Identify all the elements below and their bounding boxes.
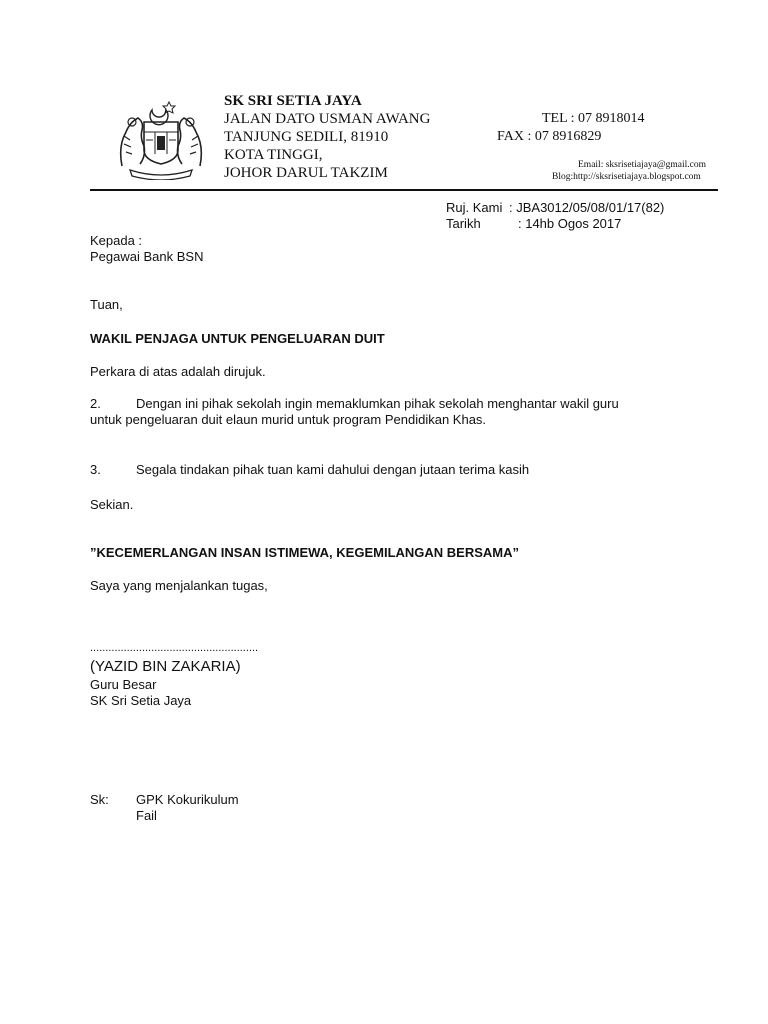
email: Email: sksrisetiajaya@gmail.com xyxy=(578,160,706,170)
kepada-label: Kepada : xyxy=(90,233,143,248)
recipient-name: Pegawai Bank BSN xyxy=(90,249,204,264)
tarikh-value: : 14hb Ogos 2017 xyxy=(518,216,622,231)
signatory-name: (YAZID BIN ZAKARIA) xyxy=(90,658,241,675)
signatory-school: SK Sri Setia Jaya xyxy=(90,693,192,708)
paragraph-2-line-2: untuk pengeluaran duit elaun murid untuk program Pendidikan Khas. xyxy=(90,412,487,427)
telephone: TEL : 07 8918014 xyxy=(542,111,645,126)
school-motto: ”KECEMERLANGAN INSAN ISTIMEWA, KEGEMILANGAN BERSAMA” xyxy=(90,545,520,560)
paragraph-3-text: Segala tindakan pihak tuan kami dahului dengan jutaan terima kasih xyxy=(136,462,530,477)
address-line-4: JOHOR DARUL TAKZIM xyxy=(224,165,388,181)
cc-label: Sk: xyxy=(90,792,109,807)
fax: FAX : 07 8916829 xyxy=(497,129,602,144)
paragraph-2-number: 2. xyxy=(90,396,101,411)
intro-paragraph: Perkara di atas adalah dirujuk. xyxy=(90,364,266,379)
cc-item: GPK Kokurikulum xyxy=(136,792,239,807)
closing: Sekian. xyxy=(90,497,134,512)
signature-line: ....................................................... xyxy=(90,642,259,654)
malaysia-coat-of-arms-icon xyxy=(112,96,210,180)
ruj-label: Ruj. Kami xyxy=(446,200,503,215)
paragraph-3-number: 3. xyxy=(90,462,101,477)
tarikh-label: Tarikh xyxy=(446,216,481,231)
salutation: Tuan, xyxy=(90,297,123,312)
ruj-value: : JBA3012/05/08/01/17(82) xyxy=(509,200,665,215)
school-name: SK SRI SETIA JAYA xyxy=(224,93,362,109)
address-line-1: JALAN DATO USMAN AWANG xyxy=(224,111,431,127)
cc-item: Fail xyxy=(136,808,157,823)
signatory-title: Guru Besar xyxy=(90,677,157,692)
address-line-2: TANJUNG SEDILI, 81910 xyxy=(224,129,389,145)
header-divider xyxy=(90,189,718,191)
subject-heading: WAKIL PENJAGA UNTUK PENGELUARAN DUIT xyxy=(90,331,385,346)
blog-url: Blog:http://sksrisetiajaya.blogspot.com xyxy=(552,172,701,182)
address-line-3: KOTA TINGGI, xyxy=(224,147,323,163)
paragraph-2-line-1: Dengan ini pihak sekolah ingin memaklumkan pihak sekolah menghantar wakil guru xyxy=(136,396,619,411)
signoff: Saya yang menjalankan tugas, xyxy=(90,578,268,593)
